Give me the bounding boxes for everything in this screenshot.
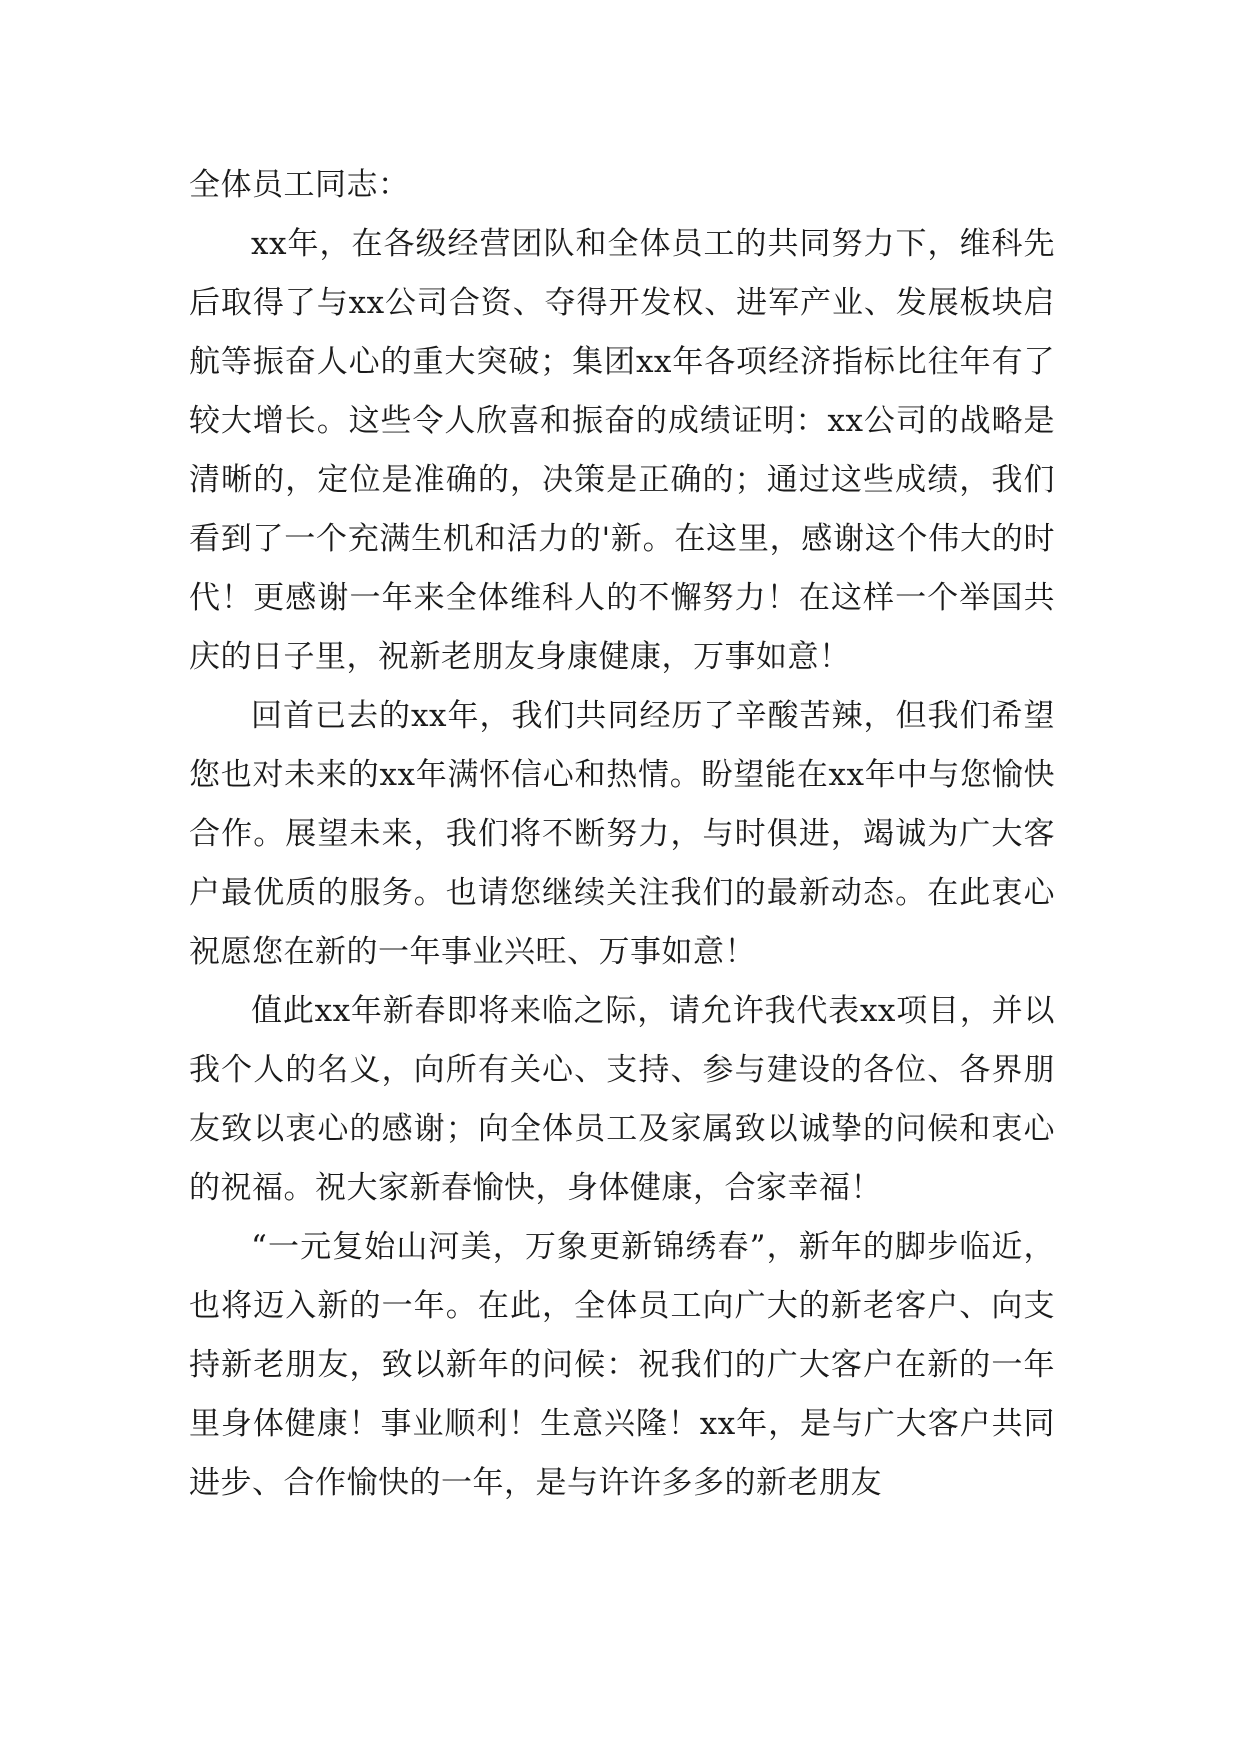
letter-body bbox=[189, 156, 1055, 1513]
paragraph-1: xx年，在各级经营团队和全体员工的共同努力下，维科先后取得了与xx公司合资、夺得开发权、进军产业、发展板块启航等振奋人心的重大突破；集团xx年各项经济指标比往年有了较大增长。这些令人欣喜和振奋的成绩证明：xx公司的战略是清晰的，定位是准确的，决策是正确的；通过这些成绩，我们看到了一个充满生机和活力的'新。在这里，感谢这个伟大的时代！更感谢一年来全体维科人的不懈努力！在这样一个举国共庆的日子里，祝新老朋友身康健康，万事如意！ bbox=[189, 226, 1055, 675]
paragraph-2: 回首已去的xx年，我们共同经历了辛酸苦辣，但我们希望您也对未来的xx年满怀信心和热情。盼望能在xx年中与您愉快合作。展望未来，我们将不断努力，与时俱进，竭诚为广大客户最优质的服务。也请您继续关注我们的最新动态。在此衷心祝愿您在新的一年事业兴旺、万事如意！ bbox=[189, 698, 1055, 970]
paragraph-3: 值此xx年新春即将来临之际，请允许我代表xx项目，并以我个人的名义，向所有关心、支持、参与建设的各位、各界朋友致以衷心的感谢；向全体员工及家属致以诚挚的问候和衷心的祝福。祝大家新春愉快，身体健康，合家幸福！ bbox=[189, 993, 1055, 1206]
salutation: 全体员工同志： bbox=[189, 167, 410, 203]
paragraph-4: “一元复始山河美，万象更新锦绣春”，新年的脚步临近，也将迈入新的一年。在此，全体员工向广大的新老客户、向支持新老朋友，致以新年的问候：祝我们的广大客户在新的一年里身体健康！事业顺利！生意兴隆！xx年，是与广大客户共同进步、合作愉快的一年，是与许许多多的新老朋友 bbox=[189, 1229, 1055, 1501]
